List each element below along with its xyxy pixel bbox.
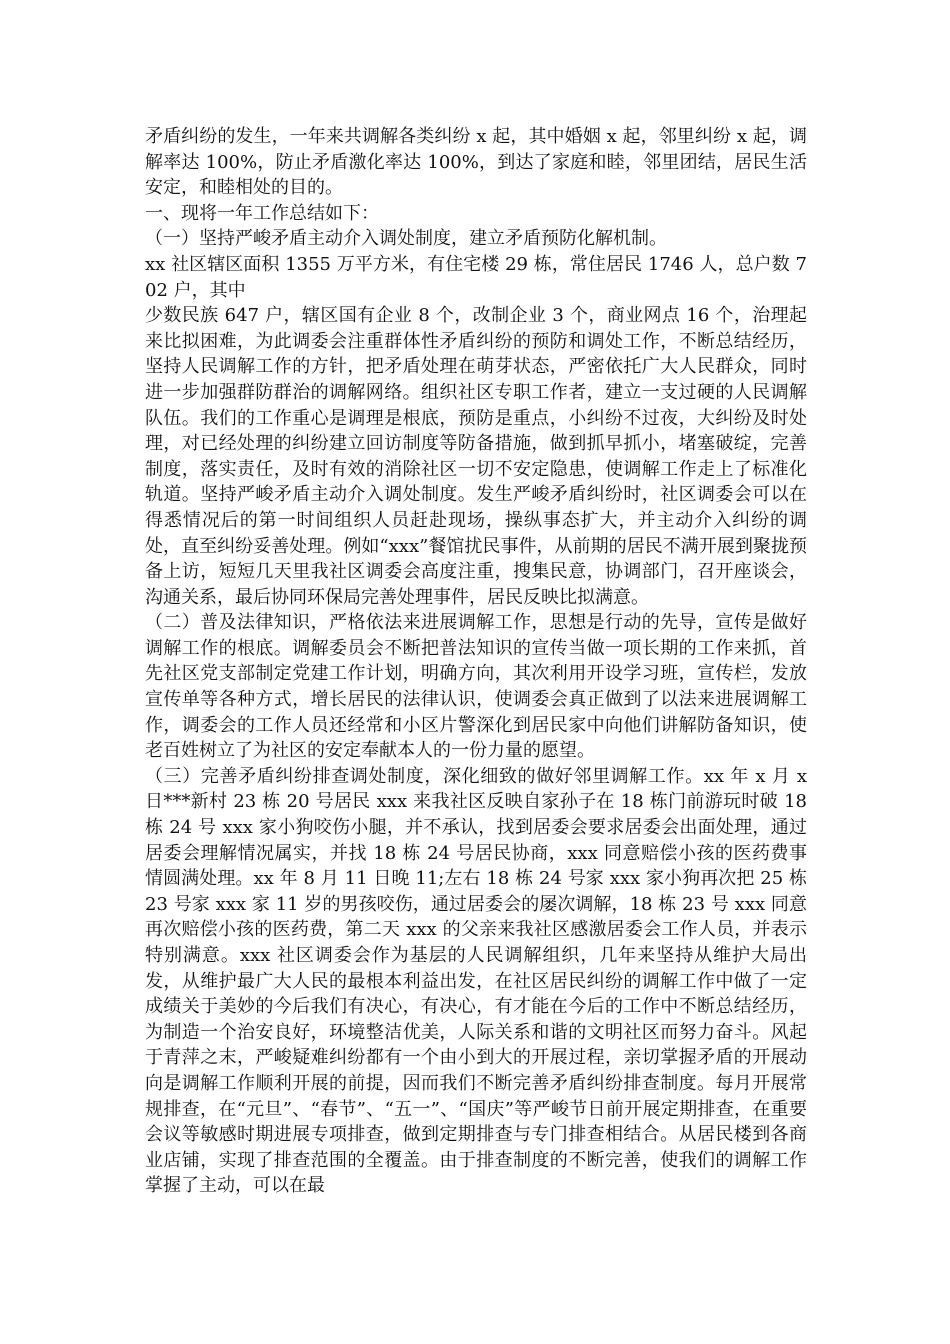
- paragraph-body-1: 少数民族 647 户，辖区国有企业 8 个，改制企业 3 个，商业网点 16 个，治理起来比拟困难，为此调委会注重群体性矛盾纠纷的预防和调处工作，不断总结经历，坚持人民调解工作的方针，把矛盾处理在萌芽状态，严密依托广大人民群众，同时进一步加强群防群治的调解网络。组织社区专职工作者，建立一支过硬的人民调解队伍。我们的工作重心是调理是根底，预防是重点，小纠纷不过夜，大纠纷及时处理，对已经处理的纠纷建立回访制度等防备措施，做到抓早抓小，堵塞破绽，完善制度，落实责任，及时有效的消除社区一切不安定隐患，使调解工作走上了标准化轨道。坚持严峻矛盾主动介入调处制度。发生严峻矛盾纠纷时，社区调委会可以在得悉情况后的第一时间组织人员赶赴现场，操纵事态扩大，并主动介入纠纷的调处，直至纠纷妥善处理。例如“xxx”餐馆扰民事件，从前期的居民不满开展到聚拢预备上访，短短几天里我社区调委会高度注重，搜集民意，协调部门，召开座谈会，沟通关系，最后协同环保局完善处理事件，居民反映比拟满意。: [145, 305, 807, 608]
- document-body: [145, 124, 807, 1199]
- paragraph-subheading-1: （一）坚持严峻矛盾主动介入调处制度，建立矛盾预防化解机制。: [145, 228, 667, 250]
- paragraph-community-stats: xx 社区辖区面积 1355 万平方米，有住宅楼 29 栋，常住居民 1746 人，总户数 702 户，其中: [145, 253, 807, 301]
- paragraph-intro: 矛盾纠纷的发生，一年来共调解各类纠纷 x 起，其中婚姻 x 起，邻里纠纷 x 起，调解率达 100%，防止矛盾激化率达 100%，到达了家庭和睦，邻里团结，居民生活安定，和睦相处的目的。: [145, 126, 807, 199]
- paragraph-section-heading: 一、现将一年工作总结如下：: [145, 202, 379, 224]
- paragraph-subheading-2: （二）普及法律知识，严格依法来进展调解工作，思想是行动的先导，宣传是做好调解工作的根底。调解委员会不断把普法知识的宣传当做一项长期的工作来抓，首先社区党支部制定党建工作计划，明确方向，其次利用开设学习班，宣传栏，发放宣传单等各种方式，增长居民的法律认识，使调委会真正做到了以法来进展调解工作，调委会的工作人员还经常和小区片警深化到居民家中向他们讲解防备知识，使老百姓树立了为社区的安定奉献本人的一份力量的愿望。: [145, 612, 807, 762]
- paragraph-subheading-3: （三）完善矛盾纠纷排查调处制度，深化细致的做好邻里调解工作。xx 年 x 月 x 日***新村 23 栋 20 号居民 xxx 来我社区反映自家孙子在 18 栋门前游玩时破 18 栋 24 号 xxx 家小狗咬伤小腿，并不承认，找到居委会要求居委会出面处理，通过居委会理解情况属实，并找 18 栋 24 号居民协商，xxx 同意赔偿小孩的医药费事情圆满处理。xx 年 8 月 11 日晚 11;左右 18 栋 24 号家 xxx 家小狗再次把 25 栋 23 号家 xxx 家 11 岁的男孩咬伤，通过居委会的屡次调解，18 栋 23 号 xxx 同意再次赔偿小孩的医药费，第二天 xxx 的父亲来我社区感激居委会工作人员，并表示特别满意。xxx 社区调委会作为基层的人民调解组织，几年来坚持从维护大局出发，从维护最广大人民的最根本利益出发，在社区居民纠纷的调解工作中做了一定成绩关于美妙的今后我们有决心，有决心，有才能在今后的工作中不断总结经历，为制造一个治安良好，环境整洁优美，人际关系和谐的文明社区而努力奋斗。风起于青萍之末，严峻疑难纠纷都有一个由小到大的开展过程，亲切掌握矛盾的开展动向是调解工作顺利开展的前提，因而我们不断完善矛盾纠纷排查制度。每月开展常规排查，在“元旦”、“春节”、“五一”、“国庆”等严峻节日前开展定期排查，在重要会议等敏感时期进展专项排查，做到定期排查与专门排查相结合。从居民楼到各商业店铺，实现了排查范围的全覆盖。由于排查制度的不断完善，使我们的调解工作掌握了主动，可以在最: [145, 765, 807, 1197]
